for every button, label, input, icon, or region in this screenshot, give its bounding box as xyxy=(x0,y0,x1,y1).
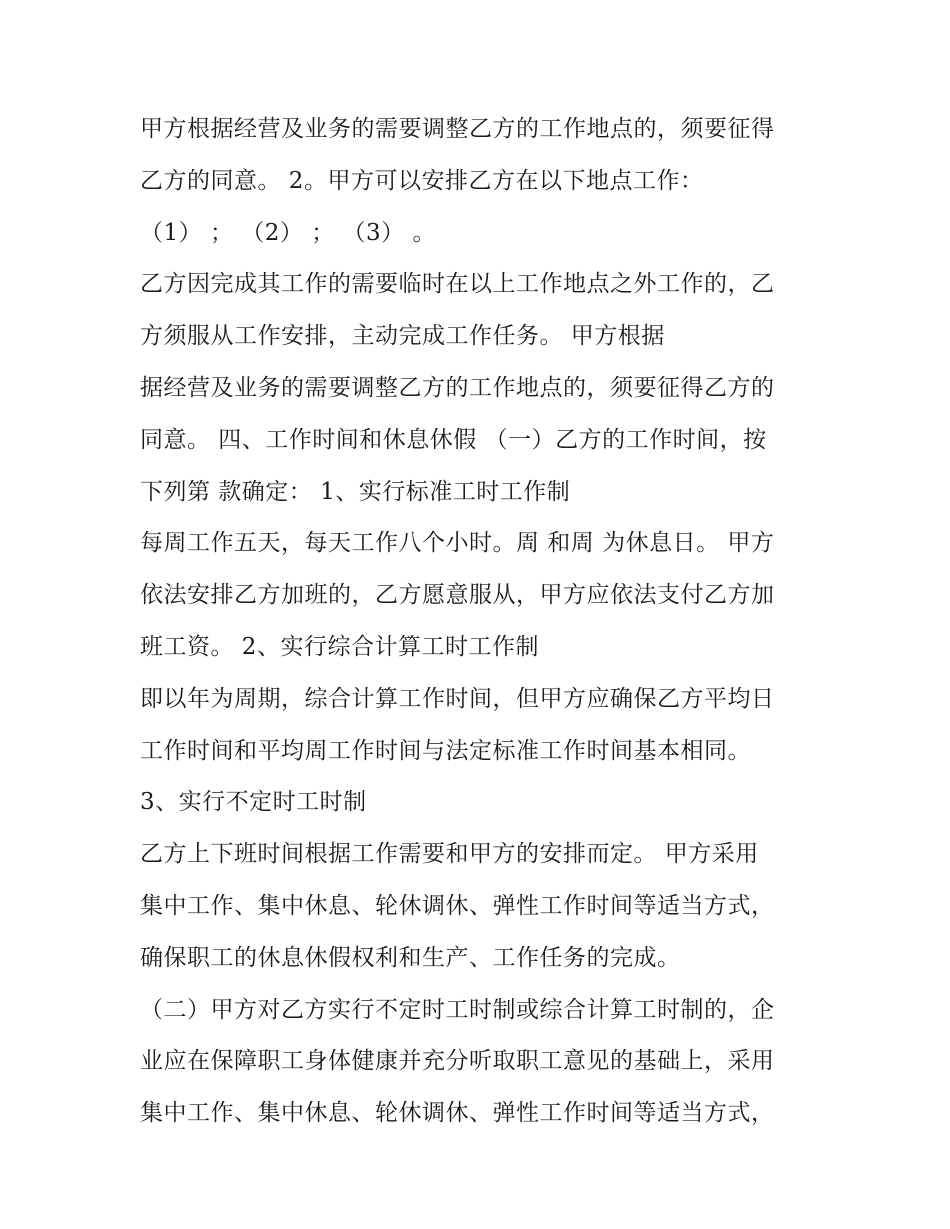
text-line: 业应在保障职工身体健康并充分听取职工意见的基础上，采用 xyxy=(140,1048,775,1075)
text-line: 依法安排乙方加班的，乙方愿意服从，甲方应依法支付乙方加 xyxy=(140,582,775,609)
text-line: 确保职工的休息休假权利和生产、工作任务的完成。 xyxy=(140,944,681,971)
text-line: （二）甲方对乙方实行不定时工时制或综合计算工时制的，企 xyxy=(140,996,775,1023)
document-body xyxy=(140,108,820,1144)
text-line: 3、实行不定时工时制 xyxy=(140,789,367,816)
text-line: 集中工作、集中休息、轮休调休、弹性工作时间等适当方式， xyxy=(140,1100,775,1127)
text-line: （1） ； （2） ； （3） 。 xyxy=(140,219,436,246)
text-line: 方须服从工作安排，主动完成工作任务。 甲方根据 xyxy=(140,323,665,350)
text-line: 下列第 款确定： 1、实行标准工时工作制 xyxy=(140,478,571,505)
text-line: 乙方因完成其工作的需要临时在以上工作地点之外工作的，乙 xyxy=(140,271,775,298)
text-line: 乙方上下班时间根据工作需要和甲方的安排而定。 甲方采用 xyxy=(140,841,759,868)
text-line: 工作时间和平均周工作时间与法定标准工作时间基本相同。 xyxy=(140,737,751,764)
text-line: 集中工作、集中休息、轮休调休、弹性工作时间等适当方式， xyxy=(140,892,775,919)
text-line: 班工资。 2、实行综合计算工时工作制 xyxy=(140,633,539,660)
text-line: 同意。 四、工作时间和休息休假 （一）乙方的工作时间，按 xyxy=(140,426,767,453)
text-line: 据经营及业务的需要调整乙方的工作地点的，须要征得乙方的 xyxy=(140,374,775,401)
text-line: 即以年为周期，综合计算工作时间，但甲方应确保乙方平均日 xyxy=(140,685,775,712)
text-line: 甲方根据经营及业务的需要调整乙方的工作地点的，须要征得 xyxy=(140,116,775,142)
text-line: 每周工作五天，每天工作八个小时。周 和周 为休息日。 甲方 xyxy=(140,530,775,557)
text-line: 乙方的同意。 2。甲方可以安排乙方在以下地点工作： xyxy=(140,167,704,194)
